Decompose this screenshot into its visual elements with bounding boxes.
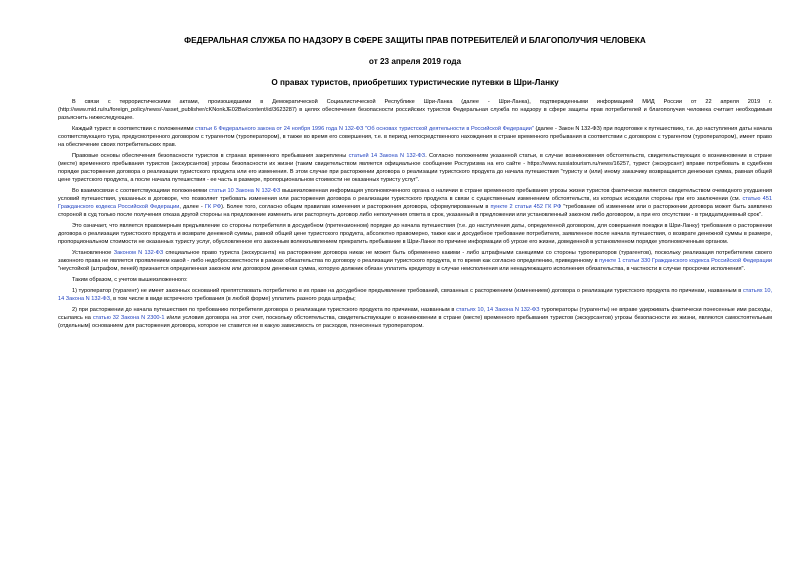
legal-reference-link[interactable]: пункте 1 статьи 330 Гражданского кодекса Российской Федерации [599, 258, 772, 264]
legal-reference-link[interactable]: ГК РФ [204, 204, 222, 210]
paragraph-text: Установленное [72, 250, 114, 256]
legal-reference-link[interactable]: статьи 10 Закона N 132-ФЗ [208, 188, 281, 194]
paragraph-text: вышеизложенная информация уполномоченного органа о наличии в стране временного пребывания угрозы жизни туристов фактически является свидетельством очевидного ухудшения условий путешествия, указанных в договоре, что позволяет требовать изменения или расторжения договора о реализации туристского продукта в связи с существенным изменением обстоятельств, из которых исходили стороны при его заключении (см. [58, 188, 772, 202]
paragraph [58, 306, 772, 330]
paragraph-text: В связи с террористическими актами, произошедшими в Демократической Социалистической Республике Шри-Ланка (далее - Шри-Ланка), подтвержденными информацией МИД России от 22 апреля 2019 г. (http://www.mid.ru/ru/foreign_policy/news/-/asset_publisher/cKNonkJE02Bw/content/id/3623287) в целях обеспечения безопасности российских туристов Федеральная служба по надзору в сфере защиты прав потребителей и благополучия человека считает необходимым разъяснить нижеследующее. [58, 99, 772, 121]
document-body [58, 98, 772, 330]
paragraph-text: ). Более того, согласно общим правилам изменения и расторжения договора, сформулированным в [221, 204, 491, 210]
paragraph-text: . Согласно положениям указанной статьи, в случае возникновения обстоятельств, свидетельствующих о возникновении в стране (месте) временного пребывания туристов (экскурсантов) угрозы безопасности их жизни (таким свидетельством является официальное сообщение Ростуризма на его сайте - https://www.russiatourism.ru/news/16257, турист (экскурсант) вправе потребовать в судебном порядке расторжения договора о реализации туристского продукта или его изменения. В этом случае при расторжении договора о реализации туристского продукта до начала путешествия "туристу и (или) иному заказчику возвращается денежная сумма, равная общей цене туристского продукта, а после начала путешествия - ее часть в размере, пропорциональном стоимости не оказанных туристу услуг". [58, 153, 772, 183]
paragraph-text: Это означает, что является правомерным предъявление со стороны потребителя в досудебном (претензионном) порядке до начала путешествия (т.е. до наступления даты, определенной договором, для совершения поездки в Шри-Ланку) требования о расторжении договора о реализации туристского продукта и возврате денежной суммы, равной общей цене туристского продукта, абсолютно правомерно, также как и досудебное требование потребителя, заявленное после начала путешествия, о возврате денежной суммы в размере, пропорциональном стоимости не оказанных туристу услуг, обусловленное его законным волеизъявлением прекратить пребывание в Шри-Ланке по причине информации об угрозе его жизни, доведенной в установленном порядке уполномоченным органом. [58, 223, 772, 245]
legal-reference-link[interactable]: пункте 2 статьи 452 ГК РФ [490, 204, 562, 210]
paragraph [58, 249, 772, 273]
paragraph [58, 222, 772, 246]
paragraph-text: Во взаимосвязи с соответствующими положениями [72, 188, 209, 194]
paragraph-text: 1) туроператор (турагент) не имеет законных оснований препятствовать потребителю в их праве на досудебное предъявление требований, связанных с расторжением (изменением) договора о реализации туристского продукта по причинам, названным в [72, 288, 743, 294]
paragraph-text: "неустойкой (штрафом, пеней) признается определенная законом или договором денежная сумма, которую должник обязан уплатить кредитору в случае неисполнения или ненадлежащего исполнения обязательства, в частности в случае просрочки исполнения". [58, 266, 746, 272]
document-subject: О правах туристов, приобретших туристические путевки в Шри-Ланку [271, 78, 559, 87]
legal-reference-link[interactable]: статью 32 Закона N 2300-1 [92, 315, 165, 321]
legal-reference-link[interactable]: Законом N 132-ФЗ [113, 250, 164, 256]
paragraph-text: , далее - [179, 204, 205, 210]
paragraph [58, 152, 772, 184]
paragraph-text: (далее - Закон N 132-ФЗ) при подготовке к путешествию, т.е. до наступления даты начала соответствующего тура, предусмотренного договором с турагентом (туроператором), в также во время его совершения, т.е. в период непосредственного нахождения в стране временного пребывания в соответствии с договором с турагентом (туроператором), имеет право на обеспечение своих потребительских прав. [58, 126, 772, 148]
paragraph [58, 98, 772, 122]
paragraph-text: туроператоры (турагенты) не вправе удерживать фактически понесенные ими расходы, ссылаясь на [58, 307, 772, 321]
paragraph-text: и/или условия договора на этот счет, поскольку обстоятельства, свидетельствующие о возникновении в стране (месте) временного пребывания туристов (экскурсантов) угрозы безопасности их жизни, являются самостоятельным (отдельным) основанием для расторжения договора, которое не ставится ни в какую зависимость от расходов, понесенных туроператором. [58, 315, 772, 329]
paragraph-text: 2) при расторжении до начала путешествия по требованию потребителя договора о реализации туристского продукта по причинам, названным в [72, 307, 457, 313]
paragraph [58, 276, 772, 284]
paragraph-text: "требование об изменении или о расторжении договора может быть заявлено стороной в суд только после получения отказа другой стороны на предложение изменить или расторгнуть договор либо неполучения ответа в срок, указанный в предложении или установленный законом либо договором, а при его отсутствии - в тридцатидневный срок". [58, 204, 773, 218]
paragraph-text: Таким образом, с учетом вышеизложенного: [72, 277, 188, 283]
document-page [58, 36, 772, 333]
legal-reference-link[interactable]: статьей 14 Закона N 132-ФЗ [348, 153, 426, 159]
legal-reference-link[interactable]: статьях 10, 14 Закона N 132-ФЗ [456, 307, 540, 313]
paragraph-text: , в том числе в виде встречного требования (в любой форме) уплатить разного рода штрафы; [110, 296, 356, 302]
document-date: от 23 апреля 2019 года [368, 57, 462, 66]
paragraph-text: специальное право туриста (экскурсанта) на расторжение договора никак не может быть обременено какими - либо штрафными санкциями со стороны туроператоров (турагентов), поскольку реализация потребителем своего законного права не является проявлением какой - либо недобросовестности в рамках обязательства по договору о реализации туристского продукта, в то время как согласно определению, приведенному в [58, 250, 772, 264]
paragraph-text: Каждый турист в соответствии с положениями [72, 126, 196, 132]
agency-title: ФЕДЕРАЛЬНАЯ СЛУЖБА ПО НАДЗОРУ В СФЕРЕ ЗАЩИТЫ ПРАВ ПОТРЕБИТЕЛЕЙ И БЛАГОПОЛУЧИЯ ЧЕЛОВЕКА [184, 36, 646, 45]
legal-reference-link[interactable]: статьях 10, 14 Закона N 132-ФЗ [58, 288, 773, 302]
paragraph [58, 287, 772, 303]
legal-reference-link[interactable]: статьи 6 Федерального закона от 24 ноября 1996 года N 132-ФЗ "Об основах туристской деятельности в Российской Федерации" [195, 126, 534, 132]
legal-reference-link[interactable]: статью 451 Гражданского кодекса Российской Федерации [58, 196, 772, 210]
paragraph [58, 125, 772, 149]
paragraph-text: Правовые основы обеспечения безопасности туристов в странах временного пребывания закреплены [72, 153, 349, 159]
paragraph [58, 187, 772, 219]
